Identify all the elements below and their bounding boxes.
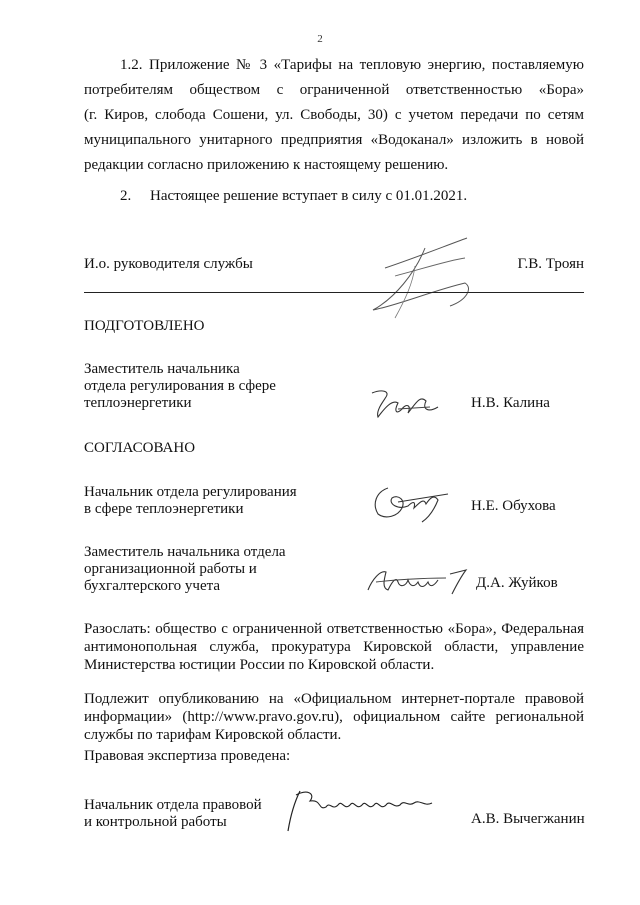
agreed-signature-image-1 — [368, 480, 458, 525]
position-line: Заместитель начальника — [84, 361, 240, 377]
paragraph-line: потребителям обществом с ограниченной ответственностью «Бора» — [84, 82, 584, 98]
head-position: И.о. руководителя службы — [84, 256, 253, 272]
position-line: и контрольной работы — [84, 814, 227, 830]
agreed-signature-image-2 — [362, 560, 472, 600]
agreed-position-1 — [84, 484, 344, 518]
prepared-position — [84, 361, 344, 412]
position-line: Заместитель начальника отдела — [84, 544, 286, 560]
paragraph-line: муниципального унитарного предприятия «Водоканал» изложить в новой — [84, 132, 584, 148]
agreed-heading: СОГЛАСОВАНО — [84, 440, 196, 456]
head-signature-image — [355, 228, 485, 328]
head-name: Г.В. Троян — [517, 256, 584, 272]
position-line: Начальник отдела правовой — [84, 797, 262, 813]
legal-head-name: А.В. Вычегжанин — [471, 811, 585, 827]
position-line: бухгалтерского учета — [84, 578, 221, 594]
paragraph-1-2 — [84, 53, 584, 178]
distribution-line: Министерства юстиции России по Кировской области. — [84, 657, 435, 673]
signature-rule — [84, 292, 584, 293]
position-line: теплоэнергетики — [84, 395, 192, 411]
page-number: 2 — [317, 33, 323, 45]
publication-line: службы по тарифам Кировской области. — [84, 727, 342, 743]
distribution-line: антимонопольная служба, прокуратура Кировской области, управление — [84, 639, 584, 655]
publication-line: Подлежит опубликованию на «Официальном интернет-портале правовой — [84, 691, 584, 707]
paragraph-2 — [84, 184, 584, 209]
paragraph-line: редакции согласно приложению к настоящему решению. — [84, 157, 449, 173]
position-line: Начальник отдела регулирования — [84, 484, 297, 500]
paragraph-line: 1.2. Приложение № 3 «Тарифы на тепловую энергию, поставляемую — [120, 57, 584, 73]
agreed-name-1: Н.Е. Обухова — [471, 498, 556, 514]
legal-check-note: Правовая экспертиза проведена: — [84, 748, 291, 764]
legal-head-signature-image — [282, 785, 452, 835]
prepared-signature-image — [368, 385, 448, 425]
position-line: организационной работы и — [84, 561, 257, 577]
distribution-list — [84, 620, 584, 674]
paragraph-line: (г. Киров, слобода Сошени, ул. Свободы, 30) с учетом передачи по сетям — [84, 107, 584, 123]
head-signature-row — [84, 256, 584, 276]
distribution-line: Разослать: общество с ограниченной ответственностью «Бора», Федеральная — [84, 621, 584, 637]
publication-note — [84, 690, 584, 744]
agreed-name-2: Д.А. Жуйков — [476, 575, 558, 591]
prepared-heading: ПОДГОТОВЛЕНО — [84, 318, 205, 334]
position-line: отдела регулирования в сфере — [84, 378, 276, 394]
agreed-position-2 — [84, 544, 344, 595]
prepared-name: Н.В. Калина — [471, 395, 550, 411]
publication-line: информации» (http://www.pravo.gov.ru), официальном сайте региональной — [84, 709, 584, 725]
paragraph-line: 2. Настоящее решение вступает в силу с 01.01.2021. — [120, 188, 468, 204]
position-line: в сфере теплоэнергетики — [84, 501, 244, 517]
